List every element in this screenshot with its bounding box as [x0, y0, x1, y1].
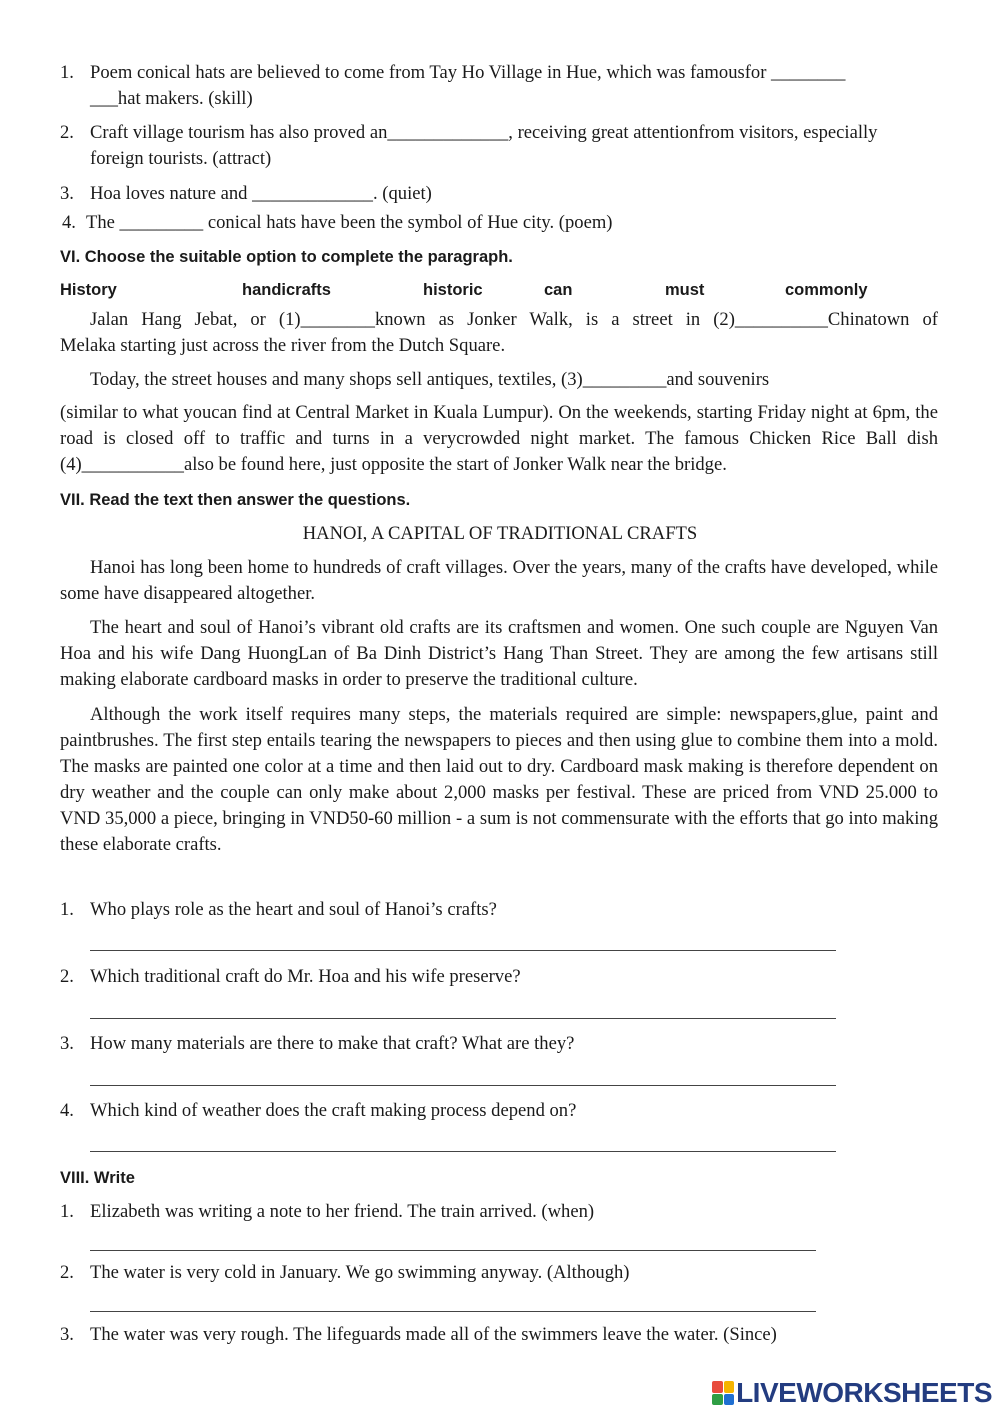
question-text: Which kind of weather does the craft making process depend on?: [90, 1100, 577, 1121]
answer-line[interactable]: [90, 1311, 816, 1312]
answer-line[interactable]: [90, 1151, 836, 1152]
section-heading: VII. Read the text then answer the questions.: [60, 491, 411, 509]
logo-square: [712, 1394, 723, 1406]
item-text: The _________ conical hats have been the symbol of Hue city. (poem): [86, 212, 613, 233]
passage-paragraph: The heart and soul of Hanoi’s vibrant old crafts are its craftsmen and women. One such couple are Nguyen Van Hoa and his wife Dang HuongLan of Ba Dinh District’s Hang Than Street. They are among the few artisans still making elaborate cardboard masks in order to preserve the traditional culture.: [60, 617, 938, 690]
question-number: 4.: [60, 1100, 74, 1121]
option-word: historic: [423, 281, 483, 299]
item-number: 3.: [60, 183, 74, 204]
option-word: commonly: [785, 281, 868, 299]
logo-square: [724, 1381, 735, 1393]
paragraph: (similar to what youcan find at Central Market in Kuala Lumpur). On the weekends, starting Friday night at 6pm, the road is closed off to traffic and turns in a verycrowded night market. The famous Chicken Rice Ball dish (4)___________also be found here, just opposite the start of Jonker Walk near the bridge.: [60, 402, 938, 475]
option-word: can: [544, 281, 573, 299]
answer-line[interactable]: [90, 1018, 836, 1019]
paragraph-line: Today, the street houses and many shops sell antiques, textiles, (3)_________and souvenirs: [90, 369, 770, 390]
item-text: Poem conical hats are believed to come from Tay Ho Village in Hue, which was famousfor ________: [90, 62, 846, 83]
paragraph-line: Jalan Hang Jebat, or (1)________known as Jonker Walk, is a street in (2)__________Chinatown of: [90, 309, 938, 330]
logo-square: [712, 1381, 723, 1393]
item-number: 1.: [60, 1201, 74, 1222]
item-text-continued: ___hat makers. (skill): [90, 88, 253, 109]
question-number: 3.: [60, 1033, 74, 1054]
answer-line[interactable]: [90, 950, 836, 951]
item-number: 2.: [60, 122, 74, 143]
question-number: 2.: [60, 966, 74, 987]
option-word: must: [665, 281, 705, 299]
item-number: 4.: [62, 212, 76, 233]
item-text: Craft village tourism has also proved an_____________, receiving great attentionfrom visitors, especially: [90, 122, 878, 143]
passage-paragraph: Although the work itself requires many steps, the materials required are simple: newspapers,glue, paint and paintbrushes. The first step entails tearing the newspapers to pieces and then using glue to combine them into a mold. The masks are painted one color at a time and then laid out to dry. Cardboard mask making is therefore dependent on dry weather and the couple can only make about 2,000 masks per festival. These are priced from VND 25.000 to VND 35,000 a piece, bringing in VND50-60 million - a sum is not commensurate with the efforts that go into making these elaborate crafts.: [60, 704, 938, 855]
logo-square: [724, 1394, 735, 1406]
answer-line[interactable]: [90, 1085, 836, 1086]
question-number: 1.: [60, 899, 74, 920]
item-number: 2.: [60, 1262, 74, 1283]
item-text: Hoa loves nature and _____________. (quiet): [90, 183, 432, 204]
item-text: Elizabeth was writing a note to her friend. The train arrived. (when): [90, 1201, 595, 1222]
item-number: 3.: [60, 1324, 74, 1345]
answer-line[interactable]: [90, 1250, 816, 1251]
liveworksheets-logo: [712, 1378, 992, 1408]
item-text: The water is very cold in January. We go swimming anyway. (Although): [90, 1262, 630, 1283]
paragraph-line: Melaka starting just across the river from the Dutch Square.: [60, 335, 506, 356]
question-text: Who plays role as the heart and soul of Hanoi’s crafts?: [90, 899, 497, 920]
option-word: handicrafts: [242, 281, 331, 299]
item-number: 1.: [60, 62, 74, 83]
section-heading: VIII. Write: [60, 1169, 135, 1187]
option-word: History: [60, 281, 117, 299]
liveworksheets-logo-icon: [712, 1381, 734, 1405]
question-text: Which traditional craft do Mr. Hoa and his wife preserve?: [90, 966, 521, 987]
question-text: How many materials are there to make that craft? What are they?: [90, 1033, 575, 1054]
section-heading: VI. Choose the suitable option to complete the paragraph.: [60, 248, 513, 266]
item-text: The water was very rough. The lifeguards made all of the swimmers leave the water. (Since): [90, 1324, 777, 1345]
logo-text: LIVEWORKSHEETS: [736, 1377, 992, 1408]
passage-paragraph: Hanoi has long been home to hundreds of craft villages. Over the years, many of the crafts have developed, while some have disappeared altogether.: [60, 557, 938, 604]
passage-title: HANOI, A CAPITAL OF TRADITIONAL CRAFTS: [302, 523, 698, 544]
item-text-continued: foreign tourists. (attract): [90, 148, 272, 169]
